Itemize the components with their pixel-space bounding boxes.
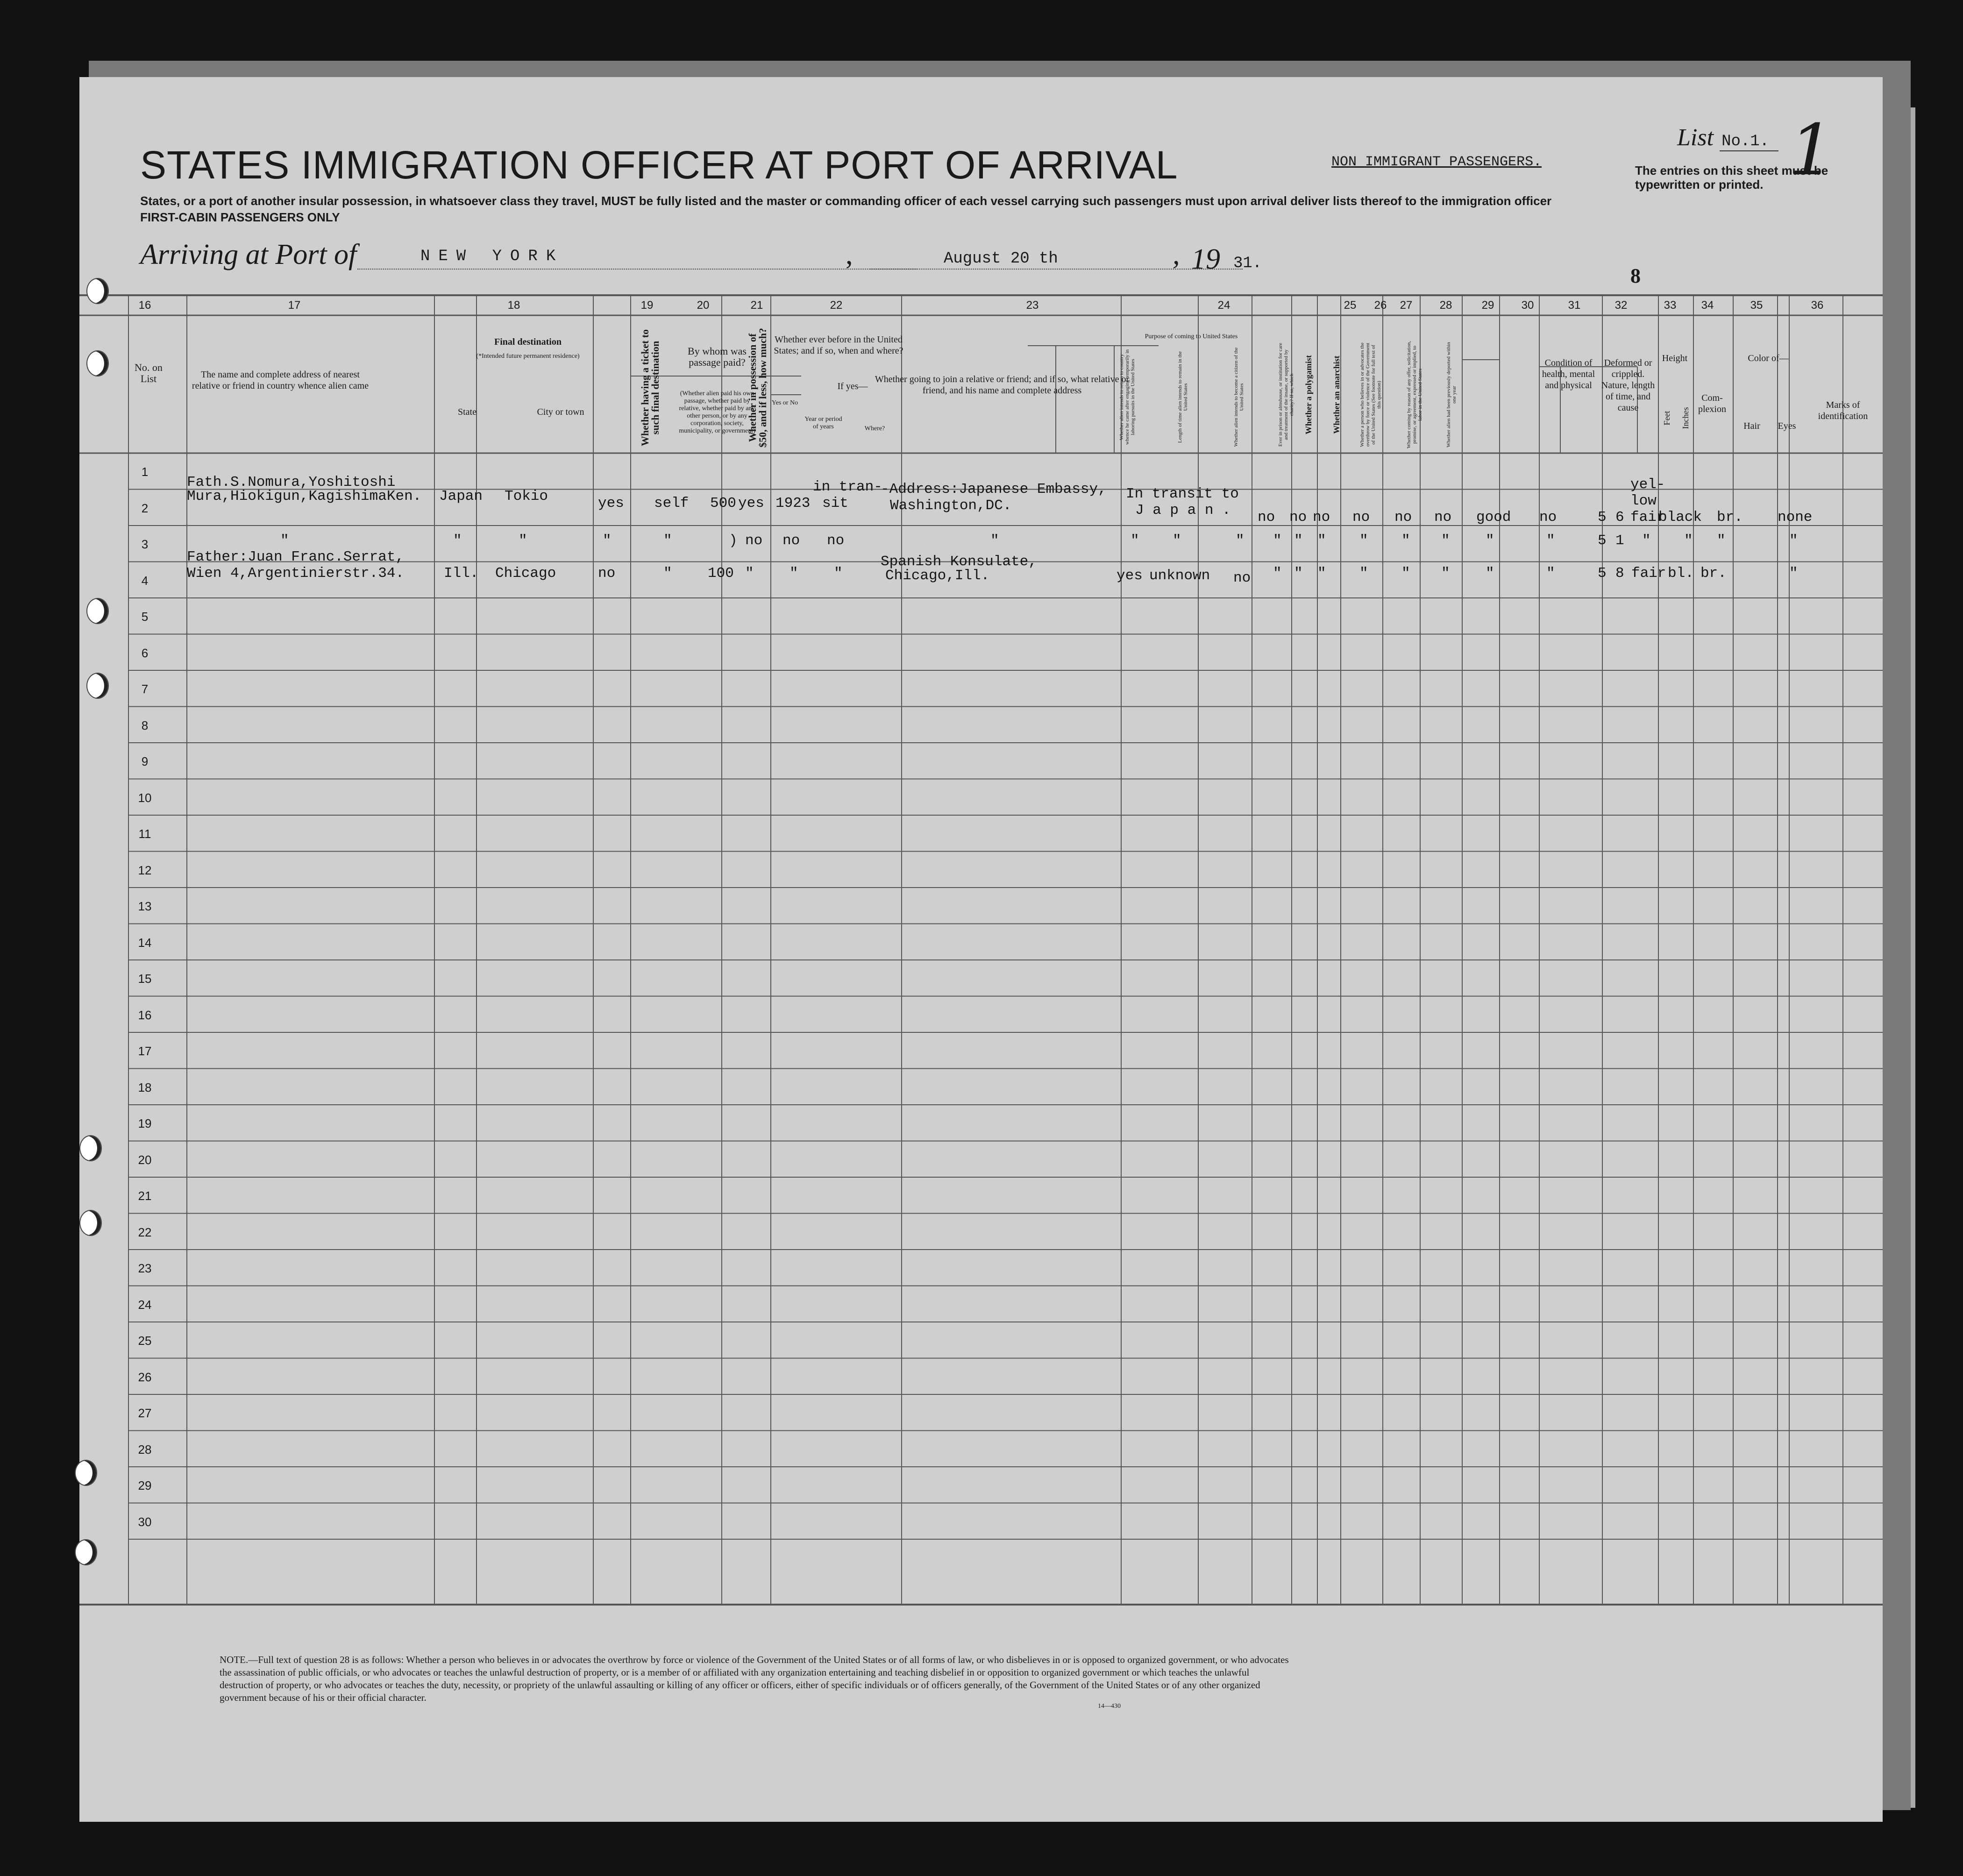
row2-inches: 1 bbox=[1615, 533, 1624, 549]
row-number: 18 bbox=[138, 1080, 152, 1094]
row1-year: 1923 bbox=[775, 495, 811, 512]
row2-ever-before: no bbox=[745, 533, 763, 549]
row1-purpose-line2: J a p a n . bbox=[1135, 502, 1231, 519]
row1-prison: no bbox=[1258, 509, 1275, 526]
page-number: 8 bbox=[1630, 264, 1641, 287]
row2-feet: 5 bbox=[1598, 533, 1607, 549]
row2-state: " bbox=[453, 533, 462, 549]
header-possession: Whether in possession of $50, and if less, how much? bbox=[747, 327, 768, 448]
row-number: 14 bbox=[138, 935, 152, 950]
row2-health: " bbox=[1486, 533, 1494, 549]
col-number-26: 26 bbox=[1374, 299, 1387, 312]
col-number-20: 20 bbox=[697, 299, 710, 312]
row1-relative-line2: Mura,Hiokigun,KagishimaKen. bbox=[187, 488, 422, 505]
row1-state: Japan bbox=[439, 488, 483, 505]
header-purpose-citizen: Whether alien intends to become a citizen of the United States bbox=[1233, 347, 1245, 447]
col-number-32: 32 bbox=[1614, 299, 1628, 312]
header-by-whom-note: (Whether alien paid his own passage, whether paid by relative, whether paid by any other person, or by any corporation, society, municipality, or government) bbox=[679, 390, 755, 434]
list-label: List bbox=[1677, 124, 1714, 151]
header-year-period: Year or period of years bbox=[804, 416, 842, 430]
row-number: 22 bbox=[138, 1225, 152, 1239]
year-suffix: 31. bbox=[1233, 255, 1262, 272]
row-number: 19 bbox=[138, 1116, 152, 1130]
header-no-on-list: No. on List bbox=[135, 362, 163, 384]
port-name: NEW YORK bbox=[420, 248, 564, 265]
row3-money: 100 bbox=[708, 565, 734, 582]
row3-state: Ill. bbox=[444, 565, 479, 582]
row3-ever-before: " bbox=[745, 565, 754, 582]
row3-purpose-return: yes bbox=[1117, 568, 1143, 584]
row3-labor-offer: " bbox=[1401, 565, 1410, 582]
col-number-17: 17 bbox=[288, 299, 301, 312]
row3-deported: " bbox=[1441, 565, 1450, 582]
row1-relative-line1: Fath.S.Nomura,Yoshitoshi bbox=[187, 474, 396, 490]
row1-health: good bbox=[1476, 509, 1511, 526]
row3-inches: 8 bbox=[1615, 565, 1624, 582]
header-anarchist: Whether an anarchist bbox=[1332, 355, 1341, 434]
row-number: 13 bbox=[138, 899, 152, 913]
col-number-23: 23 bbox=[1026, 299, 1039, 312]
row-number: 1 bbox=[141, 465, 149, 479]
header-join-relative: Whether going to join a relative or friend; and if so, what relative or friend, and his name and complete address bbox=[875, 374, 1130, 396]
row-number: 28 bbox=[138, 1442, 152, 1457]
row-number: 30 bbox=[138, 1514, 152, 1529]
row3-anarchist: " bbox=[1317, 565, 1326, 582]
header-polygamist: Whether a polygamist bbox=[1304, 355, 1313, 434]
header-labor-offer: Whether coming by reason of any offer, solicitation, promise, or agreement, expressed or implied, to labor in the United States bbox=[1406, 341, 1423, 448]
row3-purpose-length: unknown bbox=[1149, 568, 1210, 584]
row-number: 6 bbox=[141, 646, 149, 660]
row2-purpose-length: " bbox=[1173, 533, 1181, 549]
col-number-24: 24 bbox=[1217, 299, 1230, 312]
col-number-22: 22 bbox=[830, 299, 843, 312]
row1-polygamist: no bbox=[1289, 509, 1307, 526]
row3-where: " bbox=[834, 565, 843, 582]
row2-purpose-citizen: " bbox=[1236, 533, 1245, 549]
header-overthrow: Whether a person who believes in or advocates the overthrow by force or violence of the Government of the United States (See footnote for full text of this question) bbox=[1359, 342, 1382, 447]
row-number: 17 bbox=[138, 1044, 152, 1058]
row3-city: Chicago bbox=[495, 565, 556, 582]
row2-purpose-return: " bbox=[1131, 533, 1139, 549]
header-color-of: Color of— bbox=[1748, 353, 1789, 363]
row-number: 2 bbox=[141, 501, 149, 515]
col-number-33: 33 bbox=[1664, 299, 1677, 312]
row2-prison: " bbox=[1273, 533, 1282, 549]
row3-ticket: no bbox=[598, 565, 616, 582]
row-number: 29 bbox=[138, 1478, 152, 1492]
row-number: 9 bbox=[141, 754, 149, 768]
classification-label: NON IMMIGRANT PASSENGERS. bbox=[1331, 154, 1542, 170]
row3-complexion: fair bbox=[1631, 565, 1666, 582]
row3-marks: " bbox=[1789, 565, 1798, 582]
row3-overthrow: " bbox=[1359, 565, 1368, 582]
row1-marks: none bbox=[1778, 509, 1813, 526]
row3-relative-line1: Father:Juan Franc.Serrat, bbox=[187, 549, 405, 565]
row1-deported: no bbox=[1434, 509, 1452, 526]
binder-hole bbox=[86, 673, 109, 699]
header-deformed: Deformed or crippled. Nature, length of time, and cause bbox=[1601, 358, 1655, 413]
row2-labor-offer: " bbox=[1401, 533, 1410, 549]
binder-hole bbox=[79, 1135, 102, 1161]
year-prefix: 19 bbox=[1191, 243, 1220, 275]
col-number-29: 29 bbox=[1481, 299, 1494, 312]
row1-complexion-line2: low bbox=[1630, 493, 1657, 509]
row2-polygamist: " bbox=[1294, 533, 1303, 549]
row2-eyes: " bbox=[1717, 533, 1726, 549]
row3-polygamist: " bbox=[1294, 565, 1303, 582]
header-purpose-length: Length of time alien intends to remain in the United States bbox=[1177, 351, 1188, 443]
row3-relative-line2: Wien 4,Argentinierstr.34. bbox=[187, 565, 405, 582]
binder-hole bbox=[75, 1539, 97, 1565]
row2-hair: " bbox=[1684, 533, 1693, 549]
row1-complexion-line3: fair bbox=[1630, 509, 1665, 526]
row1-join-line2: Washington,DC. bbox=[890, 497, 1012, 514]
table-grid bbox=[79, 77, 1883, 1822]
col-number-19: 19 bbox=[640, 299, 654, 312]
row1-money: 500 bbox=[710, 495, 736, 512]
form-instructions: States, or a port of another insular possession, in whatsoever class they travel, MUST be fully listed and the master or commanding officer of each vessel carrying such passengers must upon arrival deliver lists thereof to the immigration officer bbox=[140, 194, 1552, 208]
col-number-21: 21 bbox=[750, 299, 763, 312]
form-title: STATES IMMIGRATION OFFICER AT PORT OF ARRIVAL bbox=[140, 143, 1178, 187]
row2-year: no bbox=[782, 533, 800, 549]
row3-join-line2: Chicago,Ill. bbox=[885, 568, 990, 584]
row3-join-line1: Spanish Konsulate, bbox=[881, 554, 1037, 570]
header-complexion: Com- plexion bbox=[1698, 393, 1726, 414]
row1-overthrow: no bbox=[1352, 509, 1370, 526]
row-number: 15 bbox=[138, 972, 152, 986]
header-where: Where? bbox=[864, 425, 885, 432]
header-inches: Inches bbox=[1681, 407, 1690, 429]
row1-eyes: br. bbox=[1717, 509, 1743, 526]
row3-feet: 5 bbox=[1598, 565, 1607, 582]
header-ever-before: Whether ever before in the United States; and if so, when and where? bbox=[774, 334, 903, 356]
header-feet: Feet bbox=[1662, 411, 1671, 426]
row1-feet: 5 bbox=[1598, 509, 1607, 526]
row-number: 23 bbox=[138, 1261, 152, 1275]
row-number: 27 bbox=[138, 1406, 152, 1420]
row2-deformed: " bbox=[1546, 533, 1555, 549]
col-number-25: 25 bbox=[1344, 299, 1357, 312]
header-eyes: Eyes bbox=[1778, 421, 1796, 431]
row-number: 11 bbox=[138, 827, 151, 841]
row-number: 4 bbox=[141, 573, 149, 588]
row3-deformed: " bbox=[1546, 565, 1555, 582]
row-number: 8 bbox=[141, 718, 149, 732]
row-number: 7 bbox=[141, 682, 149, 696]
manifest-sheet bbox=[79, 77, 1883, 1822]
col-number-27: 27 bbox=[1400, 299, 1413, 312]
row2-overthrow: " bbox=[1359, 533, 1368, 549]
row1-anarchist: no bbox=[1313, 509, 1330, 526]
row1-hair: black bbox=[1658, 509, 1702, 526]
row2-deported: " bbox=[1441, 533, 1450, 549]
header-final-destination-note: (*Intended future permanent residence) bbox=[476, 353, 580, 360]
header-hair: Hair bbox=[1743, 421, 1760, 431]
header-relative-address: The name and complete address of nearest relative or friend in country whence alien came bbox=[192, 370, 369, 391]
row2-anarchist: " bbox=[1317, 533, 1326, 549]
list-value: No.1. bbox=[1720, 133, 1778, 151]
row3-paid-by: " bbox=[663, 565, 672, 582]
handwritten-sheet-number: 1 bbox=[1789, 110, 1834, 191]
binder-hole bbox=[86, 350, 109, 377]
row2-city: " bbox=[519, 533, 527, 549]
row-number: 5 bbox=[141, 610, 149, 624]
row-number: 3 bbox=[141, 537, 149, 551]
row1-join-line1: -Address:Japanese Embassy, bbox=[881, 481, 1107, 497]
header-purpose: Purpose of coming to United States bbox=[1145, 333, 1238, 340]
binder-hole bbox=[86, 598, 109, 624]
row-number: 26 bbox=[138, 1370, 152, 1384]
col-number-34: 34 bbox=[1701, 299, 1714, 312]
row-number: 21 bbox=[138, 1189, 152, 1203]
row1-city: Tokio bbox=[505, 488, 548, 505]
header-deported: Whether alien had been previously deported within one year bbox=[1446, 342, 1457, 448]
header-final-destination: Final destination bbox=[494, 337, 562, 347]
header-if-yes: If yes— bbox=[837, 381, 868, 391]
row1-labor-offer: no bbox=[1394, 509, 1412, 526]
header-health: Condition of health, mental and physical bbox=[1542, 358, 1595, 391]
col-number-28: 28 bbox=[1439, 299, 1452, 312]
header-yes-no: Yes or No bbox=[771, 399, 798, 406]
row-number: 25 bbox=[138, 1334, 152, 1348]
row1-deformed: no bbox=[1539, 509, 1557, 526]
header-city: City or town bbox=[537, 407, 584, 417]
header-purpose-return: Whether alien intends to return to country whence he came after engaging temporarily in laboring pursuits in the United States bbox=[1119, 349, 1136, 445]
row3-year: " bbox=[789, 565, 798, 582]
binder-hole bbox=[79, 1210, 102, 1236]
port-comma: , bbox=[846, 239, 853, 270]
header-height: Height bbox=[1662, 353, 1688, 363]
first-cabin-label: FIRST-CABIN PASSENGERS ONLY bbox=[140, 210, 340, 224]
col-number-36: 36 bbox=[1811, 299, 1824, 312]
row2-complexion: " bbox=[1642, 533, 1651, 549]
row1-ever-before: yes bbox=[738, 495, 764, 512]
header-prison: Ever in prison or almshouse, or institution for care and treatment of the insane, or supported by charity? If so, which bbox=[1278, 342, 1294, 447]
date-comma: , bbox=[1173, 239, 1180, 270]
row1-ticket: yes bbox=[598, 495, 624, 512]
row-number: 24 bbox=[138, 1297, 152, 1312]
row1-where-line2: sit bbox=[822, 495, 848, 512]
row1-purpose-line1: In transit to bbox=[1126, 486, 1239, 502]
binder-hole bbox=[86, 278, 109, 304]
row1-where-line1: in tran- bbox=[813, 479, 882, 495]
row3-prison: " bbox=[1273, 565, 1282, 582]
col-number-30: 30 bbox=[1521, 299, 1534, 312]
header-marks: Marks of identification bbox=[1818, 400, 1868, 421]
binder-hole bbox=[75, 1460, 97, 1486]
row3-health: " bbox=[1486, 565, 1494, 582]
row-number: 10 bbox=[138, 790, 152, 805]
row1-complexion-line1: yel- bbox=[1630, 476, 1665, 493]
row2-money: ) bbox=[729, 533, 738, 549]
row-number: 12 bbox=[138, 863, 152, 877]
row2-marks: " bbox=[1789, 533, 1798, 549]
row2-join: " bbox=[990, 533, 999, 549]
row2-where: no bbox=[827, 533, 845, 549]
col-number-16: 16 bbox=[138, 299, 151, 312]
row2-ticket: " bbox=[603, 533, 612, 549]
row-number: 16 bbox=[138, 1008, 152, 1022]
row3-eyes: br. bbox=[1700, 565, 1727, 582]
typewritten-note: The entries on this sheet must be typewritten or printed. bbox=[1635, 163, 1828, 192]
row3-hair: bl. bbox=[1668, 565, 1694, 582]
arriving-label: Arriving at Port of bbox=[140, 239, 357, 270]
header-state: State bbox=[458, 407, 477, 417]
form-number: 14—430 bbox=[1098, 1703, 1121, 1710]
row1-inches: 6 bbox=[1615, 509, 1624, 526]
footnote-question-28: NOTE.—Full text of question 28 is as follows: Whether a person who believes in or advocates the overthrow by force or violence of the Government of the United States or of all forms of law, or who disbelieves in or is opposed to organized government, or who advocates the assassination of public officials, or who advocates or teaches the unlawful destruction of property, or is a member of or affiliated with any organization entertaining and teaching disbelief in or opposition to organized government or which teaches the unlawful destruction of property, or who advocates or teaches the duty, necessity, or propriety of the unlawful assaulting or killing of any officer or officers, either of specific individuals or of officers generally, of the Government of the United States or of any other organized government because of his or their official character. bbox=[220, 1654, 1289, 1703]
row3-purpose-citizen: no bbox=[1233, 570, 1251, 586]
arrival-date: August 20 th bbox=[944, 250, 1058, 268]
row2-paid-by: " bbox=[663, 533, 672, 549]
col-number-18: 18 bbox=[507, 299, 520, 312]
header-by-whom: By whom was passage paid? bbox=[688, 345, 747, 368]
row2-relative: " bbox=[280, 533, 289, 549]
col-number-35: 35 bbox=[1750, 299, 1763, 312]
row-number: 20 bbox=[138, 1152, 152, 1167]
row1-paid-by: self bbox=[654, 495, 689, 512]
col-number-31: 31 bbox=[1568, 299, 1581, 312]
header-ticket: Whether having a ticket to such final destination bbox=[639, 329, 661, 447]
